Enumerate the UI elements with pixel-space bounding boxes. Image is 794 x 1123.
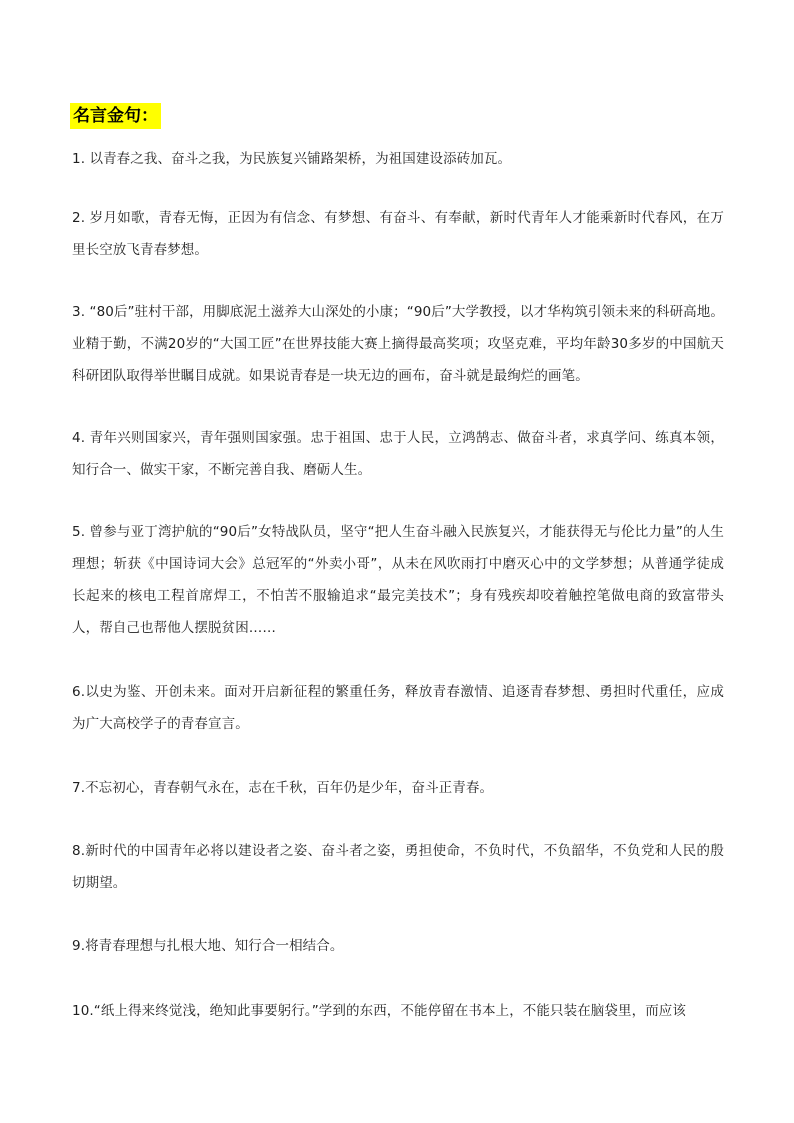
- quote-paragraph-1: 1. 以青春之我、奋斗之我，为民族复兴铺路架桥，为祖国建设添砖加瓦。: [72, 151, 512, 167]
- section-heading: 名言金句：: [70, 103, 161, 129]
- quote-paragraph-3: 3. “80后”驻村干部，用脚底泥土滋养大山深处的小康；“90后”大学教授，以才华构筑引领未来的科研高地。业精于勤，不满20岁的“大国工匠”在世界技能大赛上摘得最高奖项；攻坚克难，平均年龄30多岁的中国航天科研团队取得举世瞩目成就。如果说青春是一块无边的画布，奋斗就是最绚烂的画笔。: [72, 304, 724, 384]
- quote-paragraph-10: 10.“纸上得来终觉浅，绝知此事要躬行。”学到的东西，不能停留在书本上，不能只装在脑袋里，而应该: [72, 1003, 687, 1019]
- quote-paragraph-6: 6.以史为鉴、开创未来。面对开启新征程的繁重任务，释放青春激情、追逐青春梦想、勇担时代重任，应成为广大高校学子的青春宣言。: [72, 684, 724, 732]
- quote-paragraph-4: 4. 青年兴则国家兴，青年强则国家强。忠于祖国、忠于人民，立鸿鹄志、做奋斗者，求真学问、练真本领，知行合一、做实干家，不断完善自我、磨砺人生。: [72, 430, 724, 478]
- quote-paragraph-9: 9.将青春理想与扎根大地、知行合一相结合。: [72, 938, 344, 954]
- quote-paragraph-8: 8.新时代的中国青年必将以建设者之姿、奋斗者之姿，勇担使命，不负时代，不负韶华，不负党和人民的殷切期望。: [72, 843, 724, 891]
- quote-paragraph-5: 5. 曾参与亚丁湾护航的“90后”女特战队员，坚守“把人生奋斗融入民族复兴，才能获得无与伦比力量”的人生理想；斩获《中国诗词大会》总冠军的“外卖小哥”，从未在风吹雨打中磨灭心中的文学梦想；从普通学徒成长起来的核电工程首席焊工，不怕苦不服输追求“最完美技术”；身有残疾却咬着触控笔做电商的致富带头人，帮自己也帮他人摆脱贫困……: [72, 524, 724, 636]
- quote-paragraph-2: 2. 岁月如歌，青春无悔，正因为有信念、有梦想、有奋斗、有奉献，新时代青年人才能乘新时代春风，在万里长空放飞青春梦想。: [72, 210, 724, 258]
- quote-paragraph-7: 7.不忘初心，青春朝气永在，志在千秋，百年仍是少年，奋斗正青春。: [72, 780, 494, 796]
